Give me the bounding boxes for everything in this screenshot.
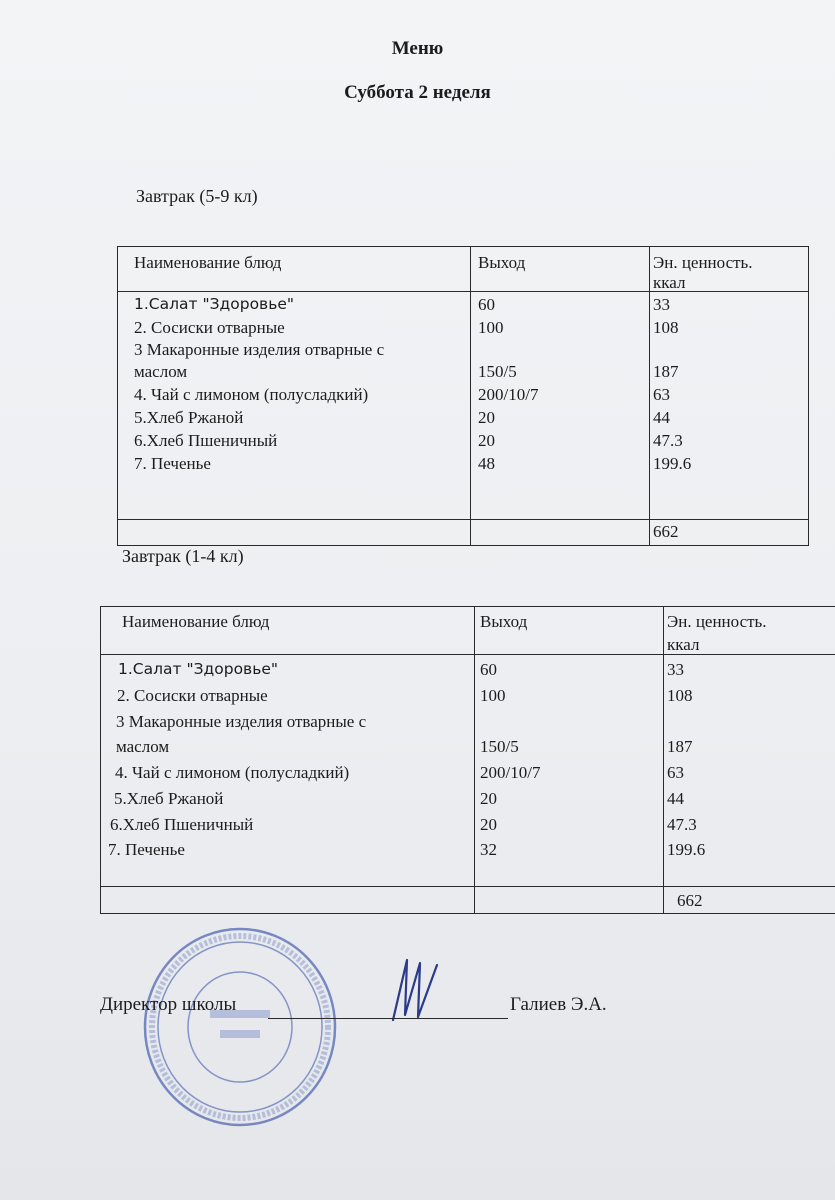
table1-total: 662 — [653, 522, 679, 541]
table1-row-kcal: 47.3 — [653, 431, 683, 450]
table2-row-name: 7. Печенье — [108, 840, 185, 859]
table1-header-energy: Эн. ценность. — [653, 253, 753, 272]
table1-row-yield: 60 — [478, 295, 495, 314]
table1-row-name: 2. Сосиски отварные — [134, 318, 285, 337]
document-title: Меню — [391, 38, 444, 59]
signature-label: Директор школы — [100, 994, 237, 1015]
table1-row-yield: 200/10/7 — [478, 385, 539, 404]
section-heading-1: Завтрак (5-9 кл) — [136, 186, 258, 206]
table1-row-name: 6.Хлеб Пшеничный — [134, 431, 278, 450]
table2-row-kcal: 108 — [667, 686, 693, 705]
table2-row-name: маслом — [116, 737, 170, 756]
table2-row-yield: 100 — [480, 686, 506, 705]
table2-row-yield: 200/10/7 — [480, 763, 541, 782]
director-signature — [385, 955, 445, 1025]
table2-row-name: 4. Чай с лимоном (полусладкий) — [115, 763, 350, 782]
table1-row-yield: 150/5 — [478, 362, 517, 381]
table1-row-yield: 100 — [478, 318, 504, 337]
table2-row-kcal: 44 — [667, 789, 684, 808]
table2-row-kcal: 187 — [667, 737, 693, 756]
table2-row-name: 5.Хлеб Ржаной — [114, 789, 224, 808]
table1-row-name: 3 Макаронные изделия отварные с — [134, 340, 385, 359]
table1-row-yield: 20 — [478, 408, 495, 427]
table2-row-name: 2. Сосиски отварные — [117, 686, 268, 705]
table2-header-yield: Выход — [480, 612, 528, 631]
signature-line — [268, 1018, 508, 1019]
table2-row-yield: 20 — [480, 789, 497, 808]
table2-row-kcal: 199.6 — [667, 840, 706, 859]
table1-row-yield: 48 — [478, 454, 495, 473]
table2-header-name: Наименование блюд — [122, 612, 270, 631]
table1-row-kcal: 63 — [653, 385, 670, 404]
menu-table-2 — [100, 606, 835, 914]
table1-header-kcal: ккал — [653, 273, 686, 292]
table2-row-yield: 32 — [480, 840, 497, 859]
table1-row-name: 1.Салат "Здоровье" — [134, 295, 294, 313]
table1-header-yield: Выход — [478, 253, 526, 272]
table2-row-kcal: 47.3 — [667, 815, 697, 834]
table2-row-kcal: 33 — [667, 660, 684, 679]
table2-row-name: 6.Хлеб Пшеничный — [110, 815, 254, 834]
table1-row-kcal: 187 — [653, 362, 679, 381]
table1-row-name: маслом — [134, 362, 188, 381]
table2-header-kcal: ккал — [667, 635, 700, 654]
table1-row-name: 5.Хлеб Ржаной — [134, 408, 244, 427]
table2-row-kcal: 63 — [667, 763, 684, 782]
table2-row-yield: 20 — [480, 815, 497, 834]
table1-row-kcal: 108 — [653, 318, 679, 337]
school-stamp — [140, 925, 340, 1130]
table1-row-yield: 20 — [478, 431, 495, 450]
director-name: Галиев Э.А. — [510, 994, 607, 1015]
table1-row-name: 4. Чай с лимоном (полусладкий) — [134, 385, 369, 404]
table2-total: 662 — [677, 891, 703, 910]
table2-row-name: 1.Салат "Здоровье" — [118, 660, 278, 678]
table2-row-yield: 150/5 — [480, 737, 519, 756]
document-subtitle: Суббота 2 неделя — [344, 82, 491, 103]
table2-row-yield: 60 — [480, 660, 497, 679]
table1-row-name: 7. Печенье — [134, 454, 211, 473]
table2-header-energy: Эн. ценность. — [667, 612, 767, 631]
table1-header-name: Наименование блюд — [134, 253, 282, 272]
table1-row-kcal: 44 — [653, 408, 670, 427]
table2-row-name: 3 Макаронные изделия отварные с — [116, 712, 367, 731]
table1-row-kcal: 33 — [653, 295, 670, 314]
table1-row-kcal: 199.6 — [653, 454, 692, 473]
section-heading-2: Завтрак (1-4 кл) — [122, 546, 244, 566]
